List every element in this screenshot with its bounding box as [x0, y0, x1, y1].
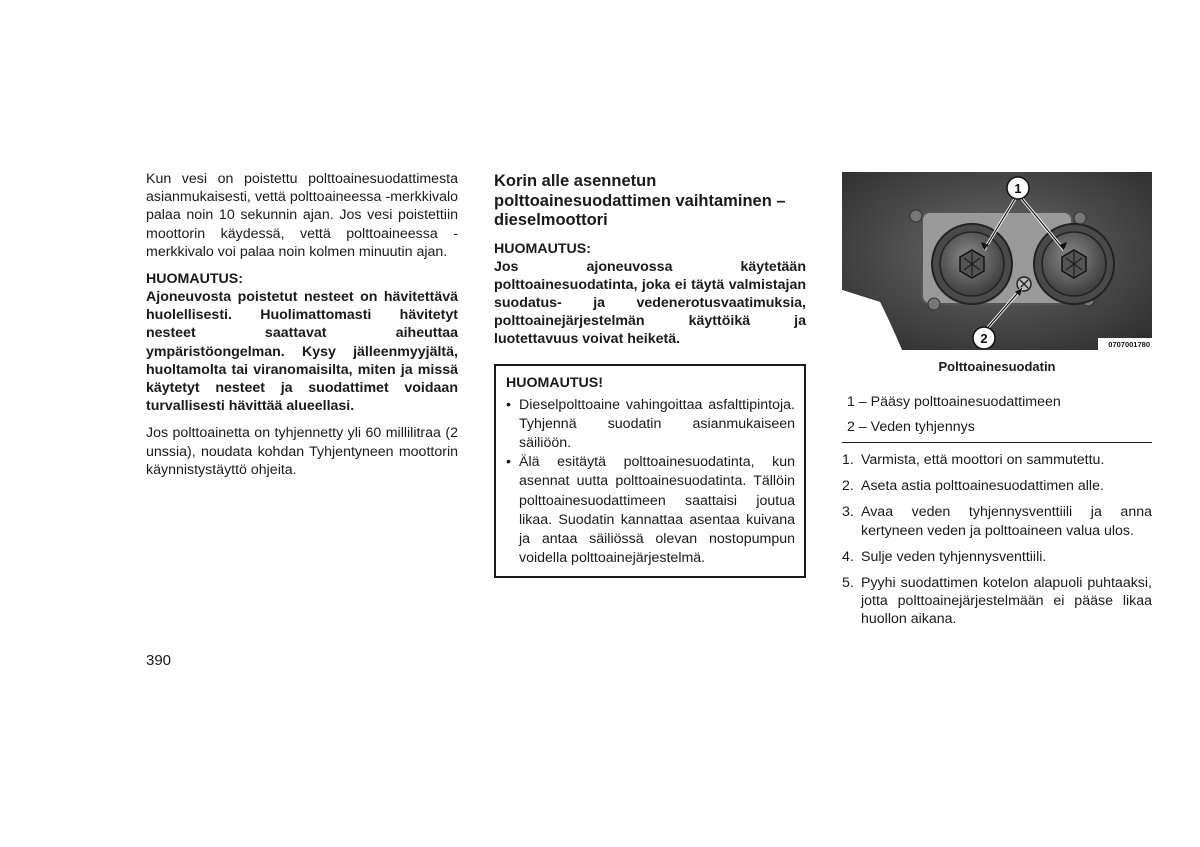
step-number: 1. — [842, 452, 854, 468]
caution-box — [494, 364, 806, 579]
right-column — [842, 172, 1152, 629]
steps-list — [842, 451, 1152, 629]
caution-box-title: HUOMAUTUS! — [506, 374, 603, 391]
step-item — [842, 477, 1152, 495]
bullet-icon: • — [506, 454, 511, 471]
step-item — [842, 548, 1152, 566]
caution-bullet-text: Älä esitäytä polttoainesuodatinta, kun asennat uutta polttoainesuodatinta. Tällöin polttoainesuodattimeen saattaisi joutua likaa. Suodatin kannattaa asentaa kuivana ja antaa säiliössä olevan nostopumpun voidella polttoainejärjestelmä. — [519, 454, 795, 567]
environment-notice-body: Ajoneuvosta poistetut nesteet on hävitettävä huolellisesti. Huolimattomasti hävitetyt nesteet saattavat aiheuttaa ympäristöongelman. Kysy jälleenmyyjältä, huoltamolta tai viranomaisilta, miten ja missä käytetyt nesteet ja suodattimet voidaan turvallisesti hävittää alueellasi. — [146, 289, 458, 415]
figure-legend — [847, 393, 1152, 436]
page-number: 390 — [146, 652, 172, 669]
water-drain-valve — [1017, 277, 1031, 291]
caution-bullet-text: Dieselpolttoaine vahingoittaa asfalttipintoja. Tyhjennä suodatin asianmukaiseen säiliöön. — [519, 396, 795, 451]
bullet-icon: • — [506, 396, 511, 413]
figure-caption: Polttoainesuodatin — [938, 359, 1056, 374]
legend-item: 1 – Pääsy polttoainesuodattimeen — [847, 394, 1061, 410]
notice-title: HUOMAUTUS: — [146, 271, 243, 288]
step-text: Pyyhi suodattimen kotelon alapuoli puhtaaksi, jotta polttoainejärjestelmään ei pääse likaa huollon aikana. — [861, 575, 1152, 628]
intro-paragraph: Kun vesi on poistettu polttoainesuodattimesta asianmukaisesti, vettä polttoaineessa -merkkivalo palaa noin 10 sekunnin ajan. Jos vesi poistettiin moottorin käydessä, vettä polttoaineessa -merkkivalo voi palaa noin kolmen minuutin ajan. — [146, 171, 458, 260]
left-column — [146, 170, 458, 479]
step-text: Sulje veden tyhjennysventtiili. — [861, 548, 1047, 565]
fuel-filter-figure — [842, 172, 1152, 350]
figure-image-code: 0707001780 — [1108, 340, 1150, 349]
legend-item: 2 – Veden tyhjennys — [847, 419, 975, 435]
step-text: Varmista, että moottori on sammutettu. — [861, 452, 1105, 468]
step-number: 3. — [842, 504, 854, 521]
filter-access-cap-left — [932, 224, 1012, 304]
step-item — [842, 503, 1152, 539]
step-number: 5. — [842, 575, 854, 592]
step-text: Avaa veden tyhjennysventtiili ja anna kertyneen veden ja polttoaineen valua ulos. — [861, 504, 1152, 539]
section-heading: Korin alle asennetun polttoainesuodattimen vaihtaminen – dieselmoottori — [494, 172, 786, 229]
refill-paragraph: Jos polttoainetta on tyhjennetty yli 60 millilitraa (2 unssia), noudata kohdan Tyhjentyneen moottorin käynnistystäyttö ohjeita. — [146, 425, 458, 478]
filter-access-cap-right — [1034, 224, 1114, 304]
caution-bullet — [506, 453, 795, 568]
caution-bullet — [506, 396, 795, 454]
callout-1-label: 1 — [1014, 181, 1022, 196]
filter-requirement-notice-body: Jos ajoneuvossa käytetään polttoainesuodatinta, joka ei täytä valmistajan suodatus- ja vedenerotusvaatimuksia, polttoainejärjestelmän käyttöikä ja luotettavuus voivat heiketä. — [494, 258, 806, 348]
callout-2 — [973, 327, 995, 349]
step-number: 4. — [842, 548, 854, 565]
step-number: 2. — [842, 478, 854, 495]
divider — [842, 442, 1152, 443]
notice-title: HUOMAUTUS: — [494, 240, 591, 257]
step-text: Aseta astia polttoainesuodattimen alle. — [861, 478, 1104, 495]
callout-2-label: 2 — [980, 331, 988, 346]
middle-column — [494, 170, 806, 578]
step-item — [842, 574, 1152, 629]
callout-1 — [1007, 177, 1029, 199]
step-item — [842, 451, 1152, 469]
